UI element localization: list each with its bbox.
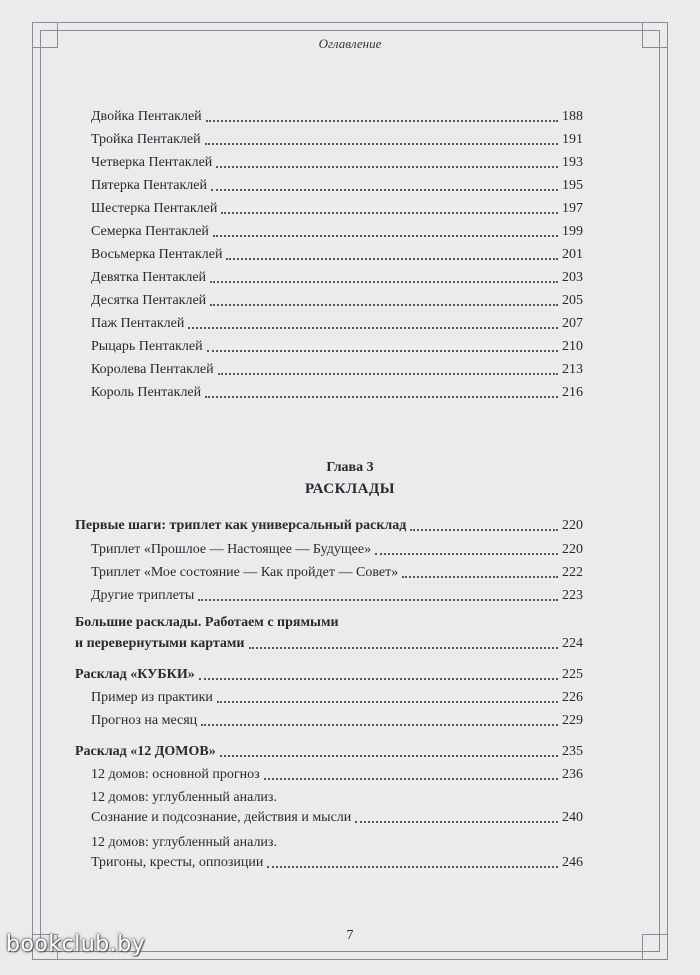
toc-entry-title: Двойка Пентаклей: [91, 109, 202, 124]
toc-entry-title: Пятерка Пентаклей: [91, 178, 207, 193]
leader-dots: [201, 723, 558, 726]
toc-entry-page: 191: [562, 132, 583, 147]
toc-entry[interactable]: [91, 175, 583, 195]
leader-dots: [210, 280, 558, 283]
toc-entry-page: 225: [562, 667, 583, 682]
toc-entry-title: 12 домов: основной прогноз: [91, 767, 260, 782]
leader-dots: [205, 142, 558, 145]
toc-entry-page: 207: [562, 316, 583, 331]
toc-section[interactable]: [75, 664, 583, 684]
toc-entry[interactable]: [91, 221, 583, 241]
page-number: 7: [346, 928, 354, 943]
toc-section-title: Первые шаги: триплет как универсальный расклад: [75, 518, 407, 533]
toc-entry[interactable]: [91, 152, 583, 172]
toc-entry-page: 205: [562, 293, 583, 308]
leader-dots: [226, 257, 558, 260]
toc-entry-title: Десятка Пентаклей: [91, 293, 207, 308]
running-head: Оглавление: [318, 36, 382, 51]
toc-entry[interactable]: [91, 313, 583, 333]
toc-entry-page: 223: [562, 588, 583, 603]
toc-entry-title-line1: 12 домов: углубленный анализ.: [91, 835, 277, 850]
toc-entry-page: 213: [562, 362, 583, 377]
toc-entry-title: Рыцарь Пентаклей: [91, 339, 203, 354]
toc-entry[interactable]: [91, 106, 583, 126]
toc-entry-page: 222: [562, 565, 583, 580]
toc-entry-title: Королева Пентаклей: [91, 362, 214, 377]
leader-dots: [210, 303, 558, 306]
leader-dots: [207, 349, 558, 352]
toc-entry-page: 195: [562, 178, 583, 193]
toc-entry-title-line2: Тригоны, кресты, оппозиции: [91, 855, 264, 870]
leader-dots: [217, 700, 558, 703]
leader-dots: [206, 119, 558, 122]
chapter-number: Глава 3: [326, 460, 374, 475]
toc-entry-page: 203: [562, 270, 583, 285]
toc-entry-title: Восьмерка Пентаклей: [91, 247, 223, 262]
toc-entry-title: Другие триплеты: [91, 588, 195, 603]
leader-dots: [355, 820, 558, 823]
toc-entry-page: 229: [562, 713, 583, 728]
toc-section[interactable]: [75, 633, 583, 653]
leader-dots: [211, 188, 558, 191]
leader-dots: [375, 552, 558, 555]
toc-entry-page: 235: [562, 744, 583, 759]
toc-entry-title-line2: Сознание и подсознание, действия и мысли: [91, 810, 352, 825]
leader-dots: [221, 211, 558, 214]
toc-entry[interactable]: [91, 807, 583, 827]
toc-entry[interactable]: [91, 764, 583, 784]
toc-entry-title: Пример из практики: [91, 690, 213, 705]
toc-entry-page: 193: [562, 155, 583, 170]
toc-entry-title: Король Пентаклей: [91, 385, 202, 400]
toc-entry-page: 240: [562, 810, 583, 825]
toc-entry-title: Шестерка Пентаклей: [91, 201, 218, 216]
toc-entry-page: 246: [562, 855, 583, 870]
toc-entry[interactable]: [91, 710, 583, 730]
toc-entry-page: 220: [562, 518, 583, 533]
toc-entry[interactable]: [91, 585, 583, 605]
toc-entry-page: 188: [562, 109, 583, 124]
toc-entry-title: Семерка Пентаклей: [91, 224, 209, 239]
toc-entry[interactable]: [91, 129, 583, 149]
leader-dots: [264, 777, 558, 780]
leader-dots: [410, 528, 558, 531]
toc-entry[interactable]: [91, 359, 583, 379]
leader-dots: [220, 754, 558, 757]
leader-dots: [249, 646, 559, 649]
leader-dots: [188, 326, 558, 329]
toc-entry-page: 236: [562, 767, 583, 782]
toc-entry-page: 224: [562, 636, 583, 651]
toc-entry-title-line1: 12 домов: углубленный анализ.: [91, 790, 277, 805]
toc-entry-page: 226: [562, 690, 583, 705]
toc-section[interactable]: [75, 741, 583, 761]
toc-entry-page: 197: [562, 201, 583, 216]
leader-dots: [216, 165, 558, 168]
toc-section[interactable]: [75, 515, 583, 535]
toc-section-title-line1: Большие расклады. Работаем с прямыми: [75, 615, 339, 630]
toc-entry-title: Прогноз на месяц: [91, 713, 198, 728]
leader-dots: [267, 865, 558, 868]
leader-dots: [213, 234, 558, 237]
toc-entry-page: 210: [562, 339, 583, 354]
toc-entry-page: 201: [562, 247, 583, 262]
chapter-title: РАСКЛАДЫ: [304, 481, 396, 497]
toc-entry[interactable]: [91, 267, 583, 287]
toc-entry-title: Триплет «Мое состояние — Как пройдет — Совет»: [91, 565, 399, 580]
toc-entry[interactable]: [91, 244, 583, 264]
watermark-logo: bookclub.by: [6, 932, 146, 957]
toc-entry[interactable]: [91, 198, 583, 218]
toc-entry-title: Триплет «Прошлое — Настоящее — Будущее»: [91, 542, 372, 557]
toc-entry[interactable]: [91, 852, 583, 872]
toc-entry-title: Четверка Пентаклей: [91, 155, 213, 170]
toc-section-title-line2: и перевернутыми картами: [75, 636, 245, 651]
toc-entry[interactable]: [91, 539, 583, 559]
toc-entry-title: Девятка Пентаклей: [91, 270, 207, 285]
toc-entry-page: 220: [562, 542, 583, 557]
toc-entry-title: Паж Пентаклей: [91, 316, 185, 331]
leader-dots: [205, 395, 558, 398]
toc-section-title: Расклад «12 ДОМОВ»: [75, 744, 216, 759]
toc-entry[interactable]: [91, 562, 583, 582]
leader-dots: [218, 372, 558, 375]
toc-entry[interactable]: [91, 336, 583, 356]
toc-entry[interactable]: [91, 290, 583, 310]
toc-entry-page: 216: [562, 385, 583, 400]
toc-entry-title: Тройка Пентаклей: [91, 132, 201, 147]
toc-section-title: Расклад «КУБКИ»: [75, 667, 195, 682]
toc-entry[interactable]: [91, 687, 583, 707]
toc-entry[interactable]: [91, 382, 583, 402]
leader-dots: [199, 677, 558, 680]
leader-dots: [402, 575, 558, 578]
leader-dots: [198, 598, 558, 601]
toc-entry-page: 199: [562, 224, 583, 239]
